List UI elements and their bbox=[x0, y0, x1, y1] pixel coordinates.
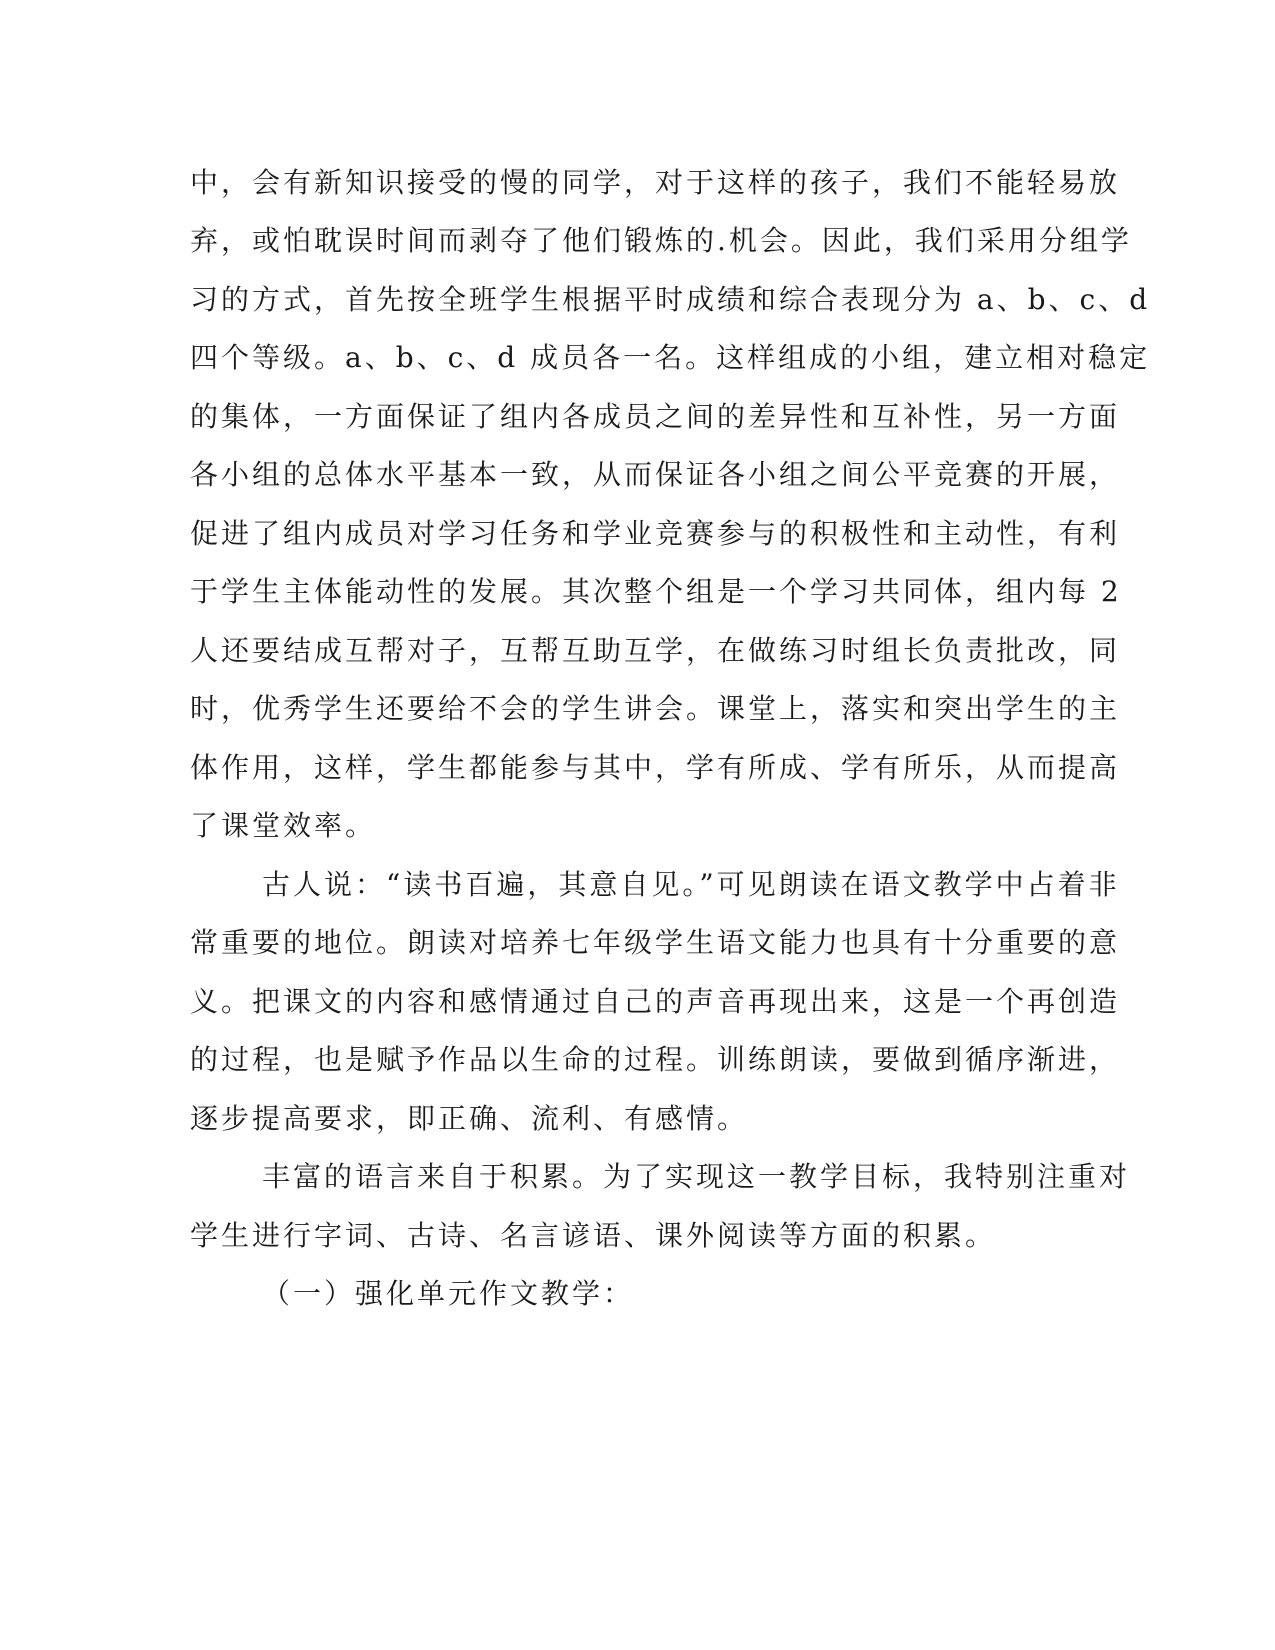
text-line: 人还要结成互帮对子，互帮互助互学，在做练习时组长负责批改，同 bbox=[190, 634, 1121, 667]
text-line: 弃，或怕耽误时间而剥夺了他们锻炼的.机会。因此，我们采用分组学 bbox=[190, 224, 1132, 257]
text-line: 常重要的地位。朗读对培养七年级学生语文能力也具有十分重要的意 bbox=[190, 926, 1121, 959]
text-line: 促进了组内成员对学习任务和学业竞赛参与的积极性和主动性，有利 bbox=[190, 517, 1121, 550]
text-line: 时，优秀学生还要给不会的学生讲会。课堂上，落实和突出学生的主 bbox=[190, 692, 1121, 725]
text-line: 四个等级。a、b、c、d 成员各一名。这样组成的小组，建立相对稳定 bbox=[190, 341, 1151, 374]
text-line: 逐步提高要求，即正确、流利、有感情。 bbox=[190, 1102, 749, 1135]
text-line: 了课堂效率。 bbox=[190, 809, 377, 842]
text-line: 学生进行字词、古诗、名言谚语、课外阅读等方面的积累。 bbox=[190, 1219, 997, 1252]
text-line: 义。把课文的内容和感情通过自己的声音再现出来，这是一个再创造 bbox=[190, 985, 1121, 1018]
text-line: 丰富的语言来自于积累。为了实现这一教学目标，我特别注重对 bbox=[262, 1160, 1131, 1193]
text-line: 的集体，一方面保证了组内各成员之间的差异性和互补性，另一方面 bbox=[190, 400, 1121, 433]
text-line: 中，会有新知识接受的慢的同学，对于这样的孩子，我们不能轻易放 bbox=[190, 166, 1121, 199]
text-line: 各小组的总体水平基本一致，从而保证各小组之间公平竞赛的开展， bbox=[190, 458, 1121, 491]
text-line: 习的方式，首先按全班学生根据平时成绩和综合表现分为 a、b、c、d bbox=[190, 283, 1151, 316]
text-line: 体作用，这样，学生都能参与其中，学有所成、学有所乐，从而提高 bbox=[190, 751, 1121, 784]
text-line: 的过程，也是赋予作品以生命的过程。训练朗读，要做到循序渐进， bbox=[190, 1043, 1121, 1076]
text-line: 于学生主体能动性的发展。其次整个组是一个学习共同体，组内每 2 bbox=[190, 575, 1122, 608]
text-line: 古人说：“读书百遍，其意自见。”可见朗读在语文教学中占着非 bbox=[262, 868, 1120, 901]
section-heading: （一）强化单元作文教学： bbox=[262, 1277, 635, 1310]
